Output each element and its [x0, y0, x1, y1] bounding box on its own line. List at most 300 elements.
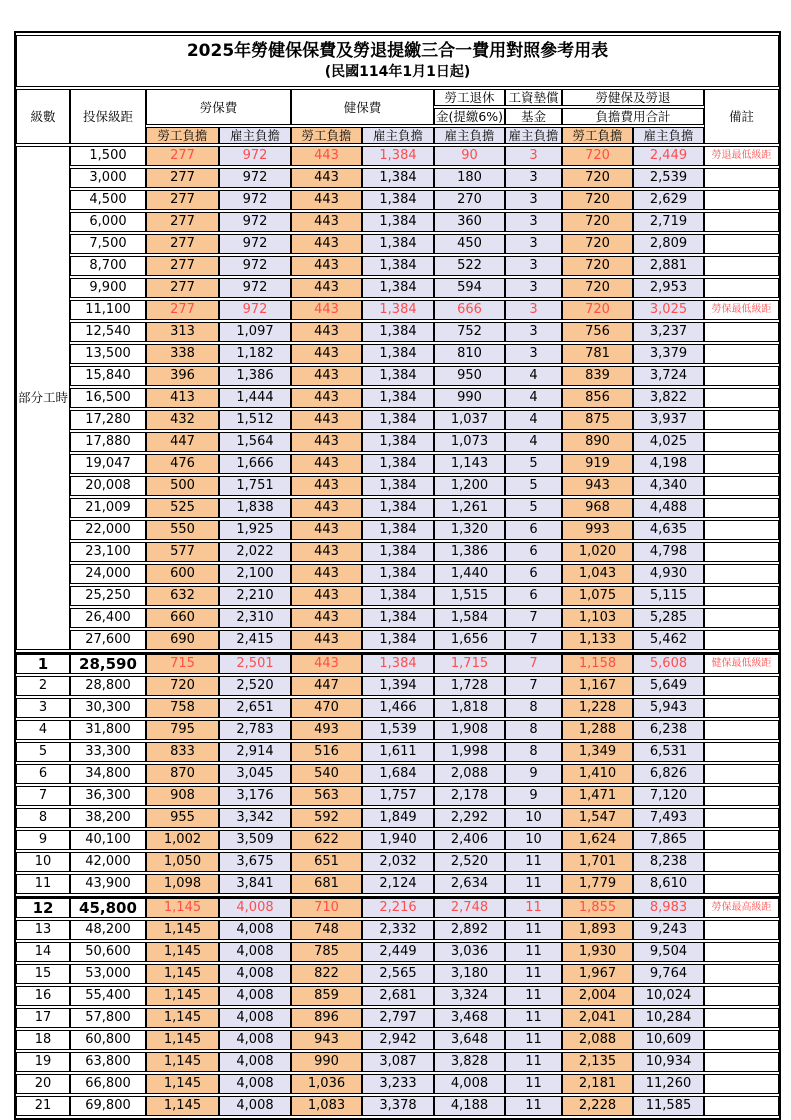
labor-employee-cell: 1,145 — [146, 1096, 219, 1116]
level-cell: 10 — [16, 852, 70, 872]
labor-employee-cell: 795 — [146, 720, 219, 740]
total-employer-cell: 7,493 — [633, 808, 704, 828]
bracket-cell: 1,500 — [70, 146, 146, 166]
note-cell — [704, 1052, 779, 1072]
bracket-cell: 21,009 — [70, 498, 146, 518]
bracket-cell: 12,540 — [70, 322, 146, 342]
health-employee-cell: 443 — [291, 498, 362, 518]
total-employee-cell: 720 — [562, 256, 633, 276]
labor-employee-cell: 338 — [146, 344, 219, 364]
bracket-cell: 60,800 — [70, 1030, 146, 1050]
wage-fund-cell: 3 — [505, 234, 562, 254]
total-employee-cell: 720 — [562, 190, 633, 210]
total-employer-cell: 3,937 — [633, 410, 704, 430]
note-cell — [704, 520, 779, 540]
table-row — [16, 300, 779, 320]
total-employer-cell: 6,531 — [633, 742, 704, 762]
labor-employee-cell: 396 — [146, 366, 219, 386]
wage-fund-cell: 3 — [505, 146, 562, 166]
labor-employer-cell: 972 — [219, 278, 291, 298]
labor-employee-cell: 1,145 — [146, 942, 219, 962]
table-row — [16, 764, 779, 784]
health-employer-cell: 1,384 — [362, 190, 434, 210]
health-employee-cell: 540 — [291, 764, 362, 784]
note-cell — [704, 586, 779, 606]
wage-fund-cell: 9 — [505, 764, 562, 784]
total-employer-cell: 6,826 — [633, 764, 704, 784]
wage-fund-cell: 8 — [505, 720, 562, 740]
bracket-cell: 66,800 — [70, 1074, 146, 1094]
health-employer-cell: 1,384 — [362, 344, 434, 364]
health-employer-cell: 1,384 — [362, 212, 434, 232]
header-labor-employer: 雇主負擔 — [219, 127, 291, 144]
total-employee-cell: 968 — [562, 498, 633, 518]
total-employer-cell: 7,865 — [633, 830, 704, 850]
bracket-cell: 48,200 — [70, 920, 146, 940]
table-row — [16, 256, 779, 276]
table-row — [16, 1008, 779, 1028]
wage-fund-cell: 10 — [505, 808, 562, 828]
bracket-cell: 26,400 — [70, 608, 146, 628]
page-subtitle: (民國114年1月1日起) — [324, 64, 471, 80]
total-employee-cell: 1,967 — [562, 964, 633, 984]
total-employee-cell: 1,779 — [562, 874, 633, 894]
total-employee-cell: 1,228 — [562, 698, 633, 718]
total-employee-cell: 781 — [562, 344, 633, 364]
level-cell: 6 — [16, 764, 70, 784]
note-cell — [704, 366, 779, 386]
labor-employer-cell: 972 — [219, 256, 291, 276]
labor-employer-cell: 4,008 — [219, 1052, 291, 1072]
table-row — [16, 608, 779, 628]
bracket-cell: 25,250 — [70, 586, 146, 606]
wage-fund-cell: 5 — [505, 498, 562, 518]
total-employee-cell: 720 — [562, 168, 633, 188]
note-cell — [704, 830, 779, 850]
health-employer-cell: 2,565 — [362, 964, 434, 984]
note-cell — [704, 190, 779, 210]
pension-employer-cell: 90 — [434, 146, 505, 166]
health-employee-cell: 516 — [291, 742, 362, 762]
health-employer-cell: 2,449 — [362, 942, 434, 962]
pension-employer-cell: 360 — [434, 212, 505, 232]
total-employer-cell: 4,340 — [633, 476, 704, 496]
total-employer-cell: 5,608 — [633, 652, 704, 674]
wage-fund-cell: 3 — [505, 344, 562, 364]
total-employer-cell: 2,449 — [633, 146, 704, 166]
labor-employee-cell: 432 — [146, 410, 219, 430]
header-total-line1: 勞健保及勞退 — [562, 89, 704, 106]
health-employer-cell: 1,384 — [362, 278, 434, 298]
note-cell — [704, 1030, 779, 1050]
labor-employee-cell: 1,145 — [146, 920, 219, 940]
total-employer-cell: 9,764 — [633, 964, 704, 984]
total-employer-cell: 8,238 — [633, 852, 704, 872]
health-employee-cell: 563 — [291, 786, 362, 806]
pension-employer-cell: 666 — [434, 300, 505, 320]
header-bracket: 投保級距 — [70, 89, 146, 144]
wage-fund-cell: 11 — [505, 920, 562, 940]
pension-employer-cell: 2,634 — [434, 874, 505, 894]
health-employer-cell: 1,384 — [362, 586, 434, 606]
wage-fund-cell: 4 — [505, 410, 562, 430]
labor-employee-cell: 715 — [146, 652, 219, 674]
bracket-cell: 69,800 — [70, 1096, 146, 1116]
labor-employer-cell: 1,386 — [219, 366, 291, 386]
total-employer-cell: 2,881 — [633, 256, 704, 276]
labor-employee-cell: 277 — [146, 190, 219, 210]
pension-employer-cell: 450 — [434, 234, 505, 254]
wage-fund-cell: 6 — [505, 542, 562, 562]
note-cell — [704, 256, 779, 276]
bracket-cell: 42,000 — [70, 852, 146, 872]
labor-employer-cell: 3,675 — [219, 852, 291, 872]
health-employee-cell: 443 — [291, 564, 362, 584]
health-employer-cell: 2,216 — [362, 896, 434, 918]
labor-employer-cell: 4,008 — [219, 1030, 291, 1050]
note-cell — [704, 234, 779, 254]
bracket-cell: 30,300 — [70, 698, 146, 718]
labor-employee-cell: 277 — [146, 234, 219, 254]
note-cell — [704, 676, 779, 696]
labor-employee-cell: 720 — [146, 676, 219, 696]
wage-fund-cell: 3 — [505, 278, 562, 298]
total-employer-cell: 2,539 — [633, 168, 704, 188]
labor-employer-cell: 4,008 — [219, 1074, 291, 1094]
health-employee-cell: 859 — [291, 986, 362, 1006]
labor-employee-cell: 277 — [146, 256, 219, 276]
health-employer-cell: 1,384 — [362, 300, 434, 320]
labor-employer-cell: 4,008 — [219, 920, 291, 940]
pension-employer-cell: 2,892 — [434, 920, 505, 940]
labor-employee-cell: 525 — [146, 498, 219, 518]
total-employer-cell: 11,585 — [633, 1096, 704, 1116]
total-employer-cell: 6,238 — [633, 720, 704, 740]
note-cell — [704, 920, 779, 940]
labor-employee-cell: 1,145 — [146, 1074, 219, 1094]
note-cell — [704, 542, 779, 562]
total-employee-cell: 1,043 — [562, 564, 633, 584]
labor-employee-cell: 1,145 — [146, 986, 219, 1006]
labor-employee-cell: 1,098 — [146, 874, 219, 894]
note-cell — [704, 278, 779, 298]
health-employee-cell: 443 — [291, 608, 362, 628]
total-employee-cell: 890 — [562, 432, 633, 452]
table-row — [16, 410, 779, 430]
total-employer-cell: 8,983 — [633, 896, 704, 918]
total-employee-cell: 2,228 — [562, 1096, 633, 1116]
labor-employer-cell: 1,838 — [219, 498, 291, 518]
header-pension-line1: 勞工退休 — [434, 89, 505, 106]
table-row — [16, 1030, 779, 1050]
labor-employee-cell: 1,145 — [146, 1030, 219, 1050]
health-employee-cell: 443 — [291, 476, 362, 496]
bracket-cell: 13,500 — [70, 344, 146, 364]
wage-fund-cell: 11 — [505, 896, 562, 918]
total-employer-cell: 4,198 — [633, 454, 704, 474]
health-employee-cell: 470 — [291, 698, 362, 718]
health-employee-cell: 443 — [291, 432, 362, 452]
table-row — [16, 652, 779, 674]
bracket-cell: 28,800 — [70, 676, 146, 696]
health-employee-cell: 748 — [291, 920, 362, 940]
total-employee-cell: 1,855 — [562, 896, 633, 918]
wage-fund-cell: 11 — [505, 874, 562, 894]
pension-employer-cell: 180 — [434, 168, 505, 188]
header-health-employee: 勞工負擔 — [291, 127, 362, 144]
health-employee-cell: 443 — [291, 520, 362, 540]
wage-fund-cell: 11 — [505, 1008, 562, 1028]
labor-employer-cell: 2,520 — [219, 676, 291, 696]
note-cell — [704, 388, 779, 408]
pension-employer-cell: 810 — [434, 344, 505, 364]
labor-employer-cell: 4,008 — [219, 964, 291, 984]
labor-employer-cell: 1,564 — [219, 432, 291, 452]
bracket-cell: 45,800 — [70, 896, 146, 918]
total-employee-cell: 1,547 — [562, 808, 633, 828]
health-employer-cell: 3,233 — [362, 1074, 434, 1094]
level-cell: 18 — [16, 1030, 70, 1050]
total-employer-cell: 2,719 — [633, 212, 704, 232]
health-employer-cell: 1,384 — [362, 256, 434, 276]
labor-employer-cell: 2,100 — [219, 564, 291, 584]
labor-employee-cell: 277 — [146, 212, 219, 232]
health-employee-cell: 443 — [291, 322, 362, 342]
pension-employer-cell: 3,648 — [434, 1030, 505, 1050]
labor-employer-cell: 2,310 — [219, 608, 291, 628]
health-employee-cell: 443 — [291, 344, 362, 364]
bracket-cell: 8,700 — [70, 256, 146, 276]
labor-employer-cell: 972 — [219, 234, 291, 254]
pension-employer-cell: 2,748 — [434, 896, 505, 918]
health-employee-cell: 592 — [291, 808, 362, 828]
note-cell — [704, 942, 779, 962]
header-wage-fund-employer: 雇主負擔 — [505, 127, 562, 144]
health-employee-cell: 896 — [291, 1008, 362, 1028]
level-cell: 16 — [16, 986, 70, 1006]
health-employer-cell: 1,466 — [362, 698, 434, 718]
pension-employer-cell: 1,515 — [434, 586, 505, 606]
wage-fund-cell: 3 — [505, 212, 562, 232]
level-cell: 12 — [16, 896, 70, 918]
labor-employee-cell: 1,002 — [146, 830, 219, 850]
note-cell — [704, 608, 779, 628]
wage-fund-cell: 3 — [505, 190, 562, 210]
labor-employer-cell: 2,022 — [219, 542, 291, 562]
wage-fund-cell: 9 — [505, 786, 562, 806]
total-employee-cell: 1,158 — [562, 652, 633, 674]
health-employer-cell: 2,032 — [362, 852, 434, 872]
health-employer-cell: 1,384 — [362, 410, 434, 430]
pension-employer-cell: 1,656 — [434, 630, 505, 650]
total-employee-cell: 720 — [562, 278, 633, 298]
wage-fund-cell: 6 — [505, 520, 562, 540]
table-row — [16, 830, 779, 850]
table-row — [16, 344, 779, 364]
wage-fund-cell: 5 — [505, 476, 562, 496]
table-row — [16, 146, 779, 166]
total-employee-cell: 1,624 — [562, 830, 633, 850]
bracket-cell: 57,800 — [70, 1008, 146, 1028]
bracket-cell: 36,300 — [70, 786, 146, 806]
total-employee-cell: 856 — [562, 388, 633, 408]
table-row — [16, 212, 779, 232]
labor-employee-cell: 833 — [146, 742, 219, 762]
table-row — [16, 454, 779, 474]
note-cell: 勞退最低級距 — [704, 146, 779, 166]
wage-fund-cell: 7 — [505, 676, 562, 696]
health-employer-cell: 1,384 — [362, 146, 434, 166]
table-row — [16, 234, 779, 254]
bracket-cell: 38,200 — [70, 808, 146, 828]
total-employer-cell: 3,724 — [633, 366, 704, 386]
labor-employee-cell: 955 — [146, 808, 219, 828]
health-employer-cell: 1,539 — [362, 720, 434, 740]
table-row — [16, 720, 779, 740]
level-cell: 2 — [16, 676, 70, 696]
level-cell: 5 — [16, 742, 70, 762]
level-cell: 14 — [16, 942, 70, 962]
labor-employee-cell: 1,145 — [146, 964, 219, 984]
table-row — [16, 986, 779, 1006]
table-row — [16, 564, 779, 584]
health-employee-cell: 443 — [291, 630, 362, 650]
health-employee-cell: 622 — [291, 830, 362, 850]
header-wage-fund-line2: 基金 — [505, 108, 562, 125]
total-employer-cell: 5,649 — [633, 676, 704, 696]
labor-employer-cell: 4,008 — [219, 986, 291, 1006]
pension-employer-cell: 1,818 — [434, 698, 505, 718]
labor-employee-cell: 277 — [146, 146, 219, 166]
total-employee-cell: 1,020 — [562, 542, 633, 562]
pension-employer-cell: 950 — [434, 366, 505, 386]
table-row — [16, 852, 779, 872]
total-employer-cell: 4,635 — [633, 520, 704, 540]
pension-employer-cell: 1,998 — [434, 742, 505, 762]
level-cell: 1 — [16, 652, 70, 674]
table-row — [16, 366, 779, 386]
bracket-cell: 22,000 — [70, 520, 146, 540]
table-row — [16, 698, 779, 718]
note-cell — [704, 808, 779, 828]
pension-employer-cell: 1,728 — [434, 676, 505, 696]
health-employee-cell: 1,036 — [291, 1074, 362, 1094]
header-note: 備註 — [704, 89, 779, 144]
total-employee-cell: 720 — [562, 146, 633, 166]
health-employer-cell: 1,611 — [362, 742, 434, 762]
pension-employer-cell: 2,088 — [434, 764, 505, 784]
health-employee-cell: 443 — [291, 366, 362, 386]
title-cell — [16, 35, 779, 87]
health-employee-cell: 447 — [291, 676, 362, 696]
pension-employer-cell: 752 — [434, 322, 505, 342]
pension-employer-cell: 4,188 — [434, 1096, 505, 1116]
labor-employer-cell: 3,045 — [219, 764, 291, 784]
pension-employer-cell: 2,292 — [434, 808, 505, 828]
level-cell: 8 — [16, 808, 70, 828]
wage-fund-cell: 11 — [505, 942, 562, 962]
note-cell — [704, 786, 779, 806]
labor-employee-cell: 632 — [146, 586, 219, 606]
health-employer-cell: 2,942 — [362, 1030, 434, 1050]
health-employee-cell: 822 — [291, 964, 362, 984]
total-employer-cell: 2,953 — [633, 278, 704, 298]
total-employee-cell: 943 — [562, 476, 633, 496]
total-employer-cell: 2,809 — [633, 234, 704, 254]
total-employer-cell: 4,798 — [633, 542, 704, 562]
wage-fund-cell: 11 — [505, 1052, 562, 1072]
health-employer-cell: 1,394 — [362, 676, 434, 696]
note-cell — [704, 742, 779, 762]
labor-employee-cell: 1,145 — [146, 1052, 219, 1072]
fee-reference-table — [14, 31, 781, 1120]
labor-employer-cell: 2,415 — [219, 630, 291, 650]
bracket-cell: 3,000 — [70, 168, 146, 188]
total-employee-cell: 1,075 — [562, 586, 633, 606]
labor-employer-cell: 1,751 — [219, 476, 291, 496]
bracket-cell: 23,100 — [70, 542, 146, 562]
bracket-cell: 50,600 — [70, 942, 146, 962]
health-employee-cell: 493 — [291, 720, 362, 740]
pension-employer-cell: 3,828 — [434, 1052, 505, 1072]
table-row — [16, 964, 779, 984]
header-pension-employer: 雇主負擔 — [434, 127, 505, 144]
total-employee-cell: 1,103 — [562, 608, 633, 628]
pension-employer-cell: 1,143 — [434, 454, 505, 474]
pension-employer-cell: 3,324 — [434, 986, 505, 1006]
labor-employee-cell: 908 — [146, 786, 219, 806]
note-cell — [704, 476, 779, 496]
health-employer-cell: 1,384 — [362, 542, 434, 562]
note-cell — [704, 1096, 779, 1116]
total-employer-cell: 10,024 — [633, 986, 704, 1006]
bracket-cell: 24,000 — [70, 564, 146, 584]
bracket-cell: 7,500 — [70, 234, 146, 254]
wage-fund-cell: 3 — [505, 256, 562, 276]
pension-employer-cell: 1,584 — [434, 608, 505, 628]
total-employee-cell: 1,471 — [562, 786, 633, 806]
wage-fund-cell: 7 — [505, 608, 562, 628]
health-employee-cell: 943 — [291, 1030, 362, 1050]
total-employer-cell: 10,934 — [633, 1052, 704, 1072]
pension-employer-cell: 1,200 — [434, 476, 505, 496]
table-row — [16, 630, 779, 650]
health-employer-cell: 2,332 — [362, 920, 434, 940]
table-row — [16, 896, 779, 918]
header-row-1 — [16, 89, 779, 106]
table-row — [16, 586, 779, 606]
wage-fund-cell: 3 — [505, 300, 562, 320]
health-employer-cell: 1,940 — [362, 830, 434, 850]
note-cell — [704, 344, 779, 364]
bracket-cell: 15,840 — [70, 366, 146, 386]
total-employee-cell: 2,004 — [562, 986, 633, 1006]
health-employer-cell: 1,384 — [362, 388, 434, 408]
note-cell — [704, 630, 779, 650]
table-row — [16, 388, 779, 408]
total-employee-cell: 2,041 — [562, 1008, 633, 1028]
note-cell: 勞保最低級距 — [704, 300, 779, 320]
bracket-cell: 6,000 — [70, 212, 146, 232]
total-employer-cell: 5,943 — [633, 698, 704, 718]
labor-employer-cell: 2,651 — [219, 698, 291, 718]
table-row — [16, 786, 779, 806]
level-cell: 4 — [16, 720, 70, 740]
bracket-cell: 28,590 — [70, 652, 146, 674]
total-employer-cell: 7,120 — [633, 786, 704, 806]
note-cell — [704, 322, 779, 342]
total-employee-cell: 2,181 — [562, 1074, 633, 1094]
